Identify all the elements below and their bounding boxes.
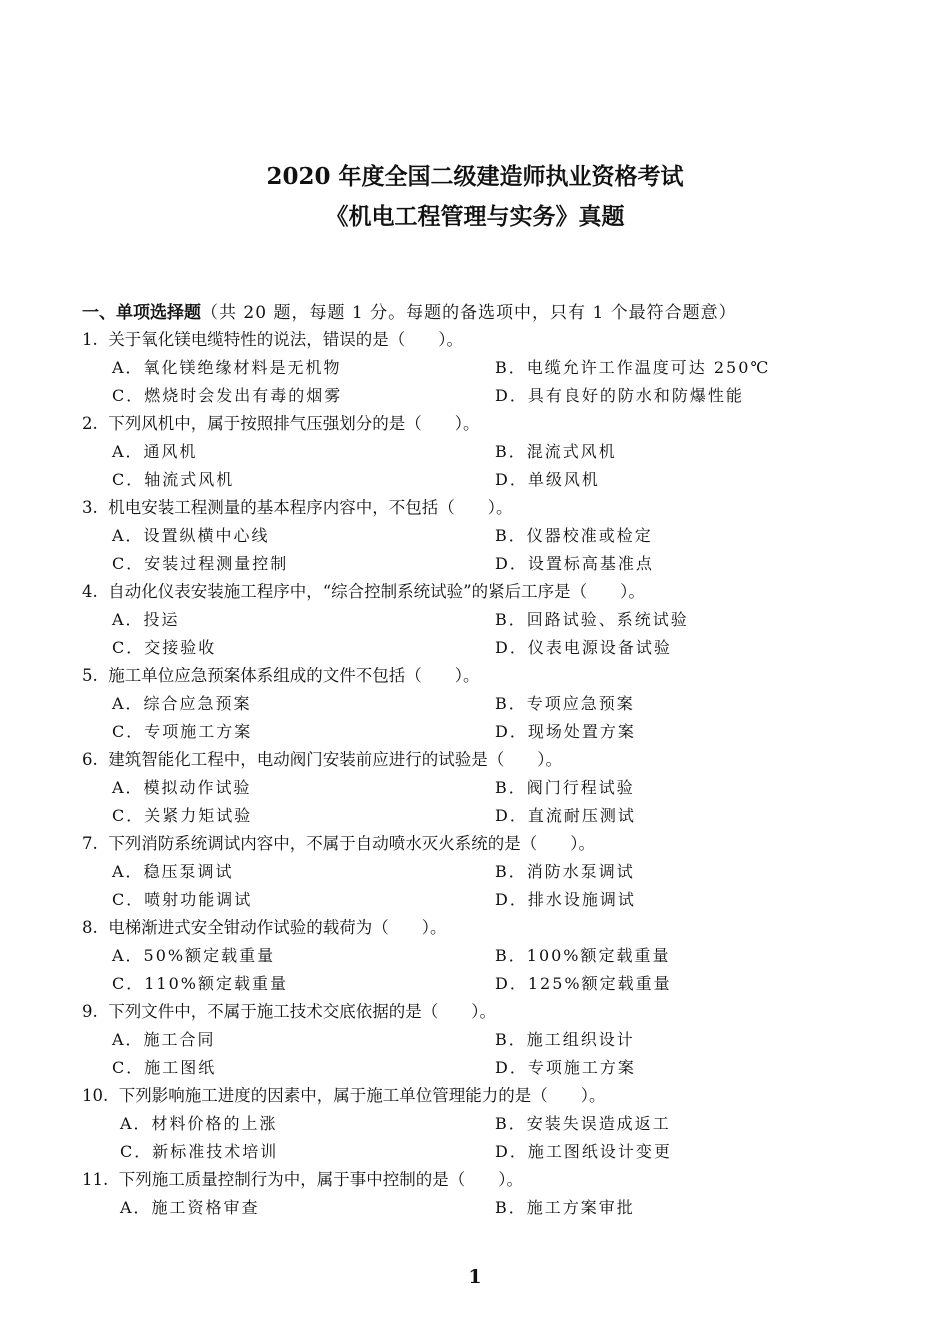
option-d: D．具有良好的防水和防爆性能 — [495, 386, 744, 405]
option-row — [82, 1054, 802, 1082]
option-d: D．仪表电源设备试验 — [495, 638, 672, 657]
option-row — [82, 690, 802, 718]
page-number: 1 — [468, 1266, 482, 1288]
question-number: 3. — [82, 498, 98, 517]
document-subtitle: 《机电工程管理与实务》真题 — [325, 203, 625, 230]
question-item — [82, 326, 802, 410]
option-c: C．110%额定载重量 — [112, 974, 288, 993]
question-text: 机电安装工程测量的基本程序内容中，不包括（ ）。 — [108, 498, 513, 517]
option-d: D．施工图纸设计变更 — [495, 1142, 672, 1161]
option-d: D．直流耐压测试 — [495, 806, 636, 825]
question-number: 1. — [82, 330, 98, 349]
question-stem — [82, 914, 802, 942]
option-a: A．通风机 — [112, 442, 198, 461]
option-d: D．现场处置方案 — [495, 722, 636, 741]
question-number: 11. — [82, 1170, 109, 1189]
option-row — [82, 774, 802, 802]
option-d: D．设置标高基准点 — [495, 554, 654, 573]
question-item — [82, 1082, 802, 1166]
option-a: A．50%额定载重量 — [112, 946, 276, 965]
question-text: 自动化仪表安装施工程序中，“综合控制系统试验”的紧后工序是（ ）。 — [108, 582, 645, 601]
question-number: 5. — [82, 666, 98, 685]
option-a: A．模拟动作试验 — [112, 778, 252, 797]
option-d: D．专项施工方案 — [495, 1058, 636, 1077]
question-item — [82, 1166, 802, 1222]
question-text: 电梯渐进式安全钳动作试验的载荷为（ ）。 — [108, 918, 447, 937]
option-row — [82, 1194, 802, 1222]
question-stem — [82, 1166, 802, 1194]
option-row — [82, 354, 802, 382]
question-stem — [82, 662, 802, 690]
question-text: 下列影响施工进度的因素中，属于施工单位管理能力的是（ ）。 — [118, 1086, 606, 1105]
question-number: 7. — [82, 834, 98, 853]
option-d: D．排水设施调试 — [495, 890, 636, 909]
option-row — [82, 382, 802, 410]
option-c: C．安装过程测量控制 — [112, 554, 289, 573]
option-a: A．稳压泵调试 — [112, 862, 234, 881]
option-b: B．施工组织设计 — [495, 1030, 635, 1049]
question-number: 8. — [82, 918, 98, 937]
option-row — [82, 1110, 802, 1138]
question-item — [82, 998, 802, 1082]
option-c: C．喷射功能调试 — [112, 890, 253, 909]
option-b: B．回路试验、系统试验 — [495, 610, 689, 629]
option-b: B．电缆允许工作温度可达 250℃ — [495, 358, 771, 377]
section-heading — [82, 298, 737, 323]
question-text: 下列施工质量控制行为中，属于事中控制的是（ ）。 — [118, 1170, 523, 1189]
question-stem — [82, 1082, 802, 1110]
question-item — [82, 494, 802, 578]
question-item — [82, 914, 802, 998]
option-row — [82, 718, 802, 746]
question-stem — [82, 494, 802, 522]
question-text: 下列风机中，属于按照排气压强划分的是（ ）。 — [108, 414, 480, 433]
option-c: C．交接验收 — [112, 638, 217, 657]
question-stem — [82, 578, 802, 606]
option-a: A．设置纵横中心线 — [112, 526, 270, 545]
section-note: （共 20 题，每题 1 分。每题的备选项中，只有 1 个最符合题意） — [201, 303, 737, 323]
option-row — [82, 886, 802, 914]
option-a: A．材料价格的上涨 — [120, 1114, 278, 1133]
option-a: A．综合应急预案 — [112, 694, 252, 713]
option-c: C．关紧力矩试验 — [112, 806, 253, 825]
option-row — [82, 858, 802, 886]
option-b: B．仪器校准或检定 — [495, 526, 653, 545]
option-row — [82, 1026, 802, 1054]
question-item — [82, 830, 802, 914]
question-text: 建筑智能化工程中，电动阀门安装前应进行的试验是（ ）。 — [108, 750, 562, 769]
option-c: C．施工图纸 — [112, 1058, 217, 1077]
question-stem — [82, 410, 802, 438]
option-row — [82, 802, 802, 830]
option-c: C．燃烧时会发出有毒的烟雾 — [112, 386, 343, 405]
section-title: 一、单项选择题 — [82, 303, 201, 323]
question-number: 2. — [82, 414, 98, 433]
question-number: 6. — [82, 750, 98, 769]
question-number: 4. — [82, 582, 98, 601]
option-row — [82, 970, 802, 998]
option-a: A．投运 — [112, 610, 180, 629]
option-row — [82, 942, 802, 970]
option-row — [82, 466, 802, 494]
option-c: C．轴流式风机 — [112, 470, 235, 489]
document-title: 2020 年度全国二级建造师执业资格考试 — [266, 163, 684, 190]
option-b: B．100%额定载重量 — [495, 946, 671, 965]
question-number: 9. — [82, 1002, 98, 1021]
question-stem — [82, 998, 802, 1026]
option-row — [82, 1138, 802, 1166]
question-item — [82, 662, 802, 746]
option-a: A．施工资格审查 — [120, 1198, 260, 1217]
option-b: B．安装失误造成返工 — [495, 1114, 671, 1133]
option-d: D．125%额定载重量 — [495, 974, 672, 993]
option-row — [82, 438, 802, 466]
option-row — [82, 550, 802, 578]
option-b: B．专项应急预案 — [495, 694, 635, 713]
option-c: C．专项施工方案 — [112, 722, 253, 741]
question-stem — [82, 746, 802, 774]
option-row — [82, 522, 802, 550]
question-text: 下列文件中，不属于施工技术交底依据的是（ ）。 — [108, 1002, 496, 1021]
question-text: 关于氧化镁电缆特性的说法，错误的是（ ）。 — [108, 330, 463, 349]
question-text: 施工单位应急预案体系组成的文件不包括（ ）。 — [108, 666, 480, 685]
question-number: 10. — [82, 1086, 109, 1105]
option-a: A．施工合同 — [112, 1030, 216, 1049]
option-d: D．单级风机 — [495, 470, 600, 489]
option-a: A．氧化镁绝缘材料是无机物 — [112, 358, 342, 377]
question-item — [82, 578, 802, 662]
option-row — [82, 634, 802, 662]
option-row — [82, 606, 802, 634]
question-text: 下列消防系统调试内容中，不属于自动喷水灭火系统的是（ ）。 — [108, 834, 595, 853]
question-list — [82, 326, 802, 1222]
option-b: B．混流式风机 — [495, 442, 617, 461]
option-b: B．消防水泵调试 — [495, 862, 635, 881]
option-b: B．施工方案审批 — [495, 1198, 635, 1217]
question-stem — [82, 830, 802, 858]
option-b: B．阀门行程试验 — [495, 778, 635, 797]
question-item — [82, 746, 802, 830]
question-item — [82, 410, 802, 494]
question-stem — [82, 326, 802, 354]
option-c: C．新标准技术培训 — [120, 1142, 279, 1161]
